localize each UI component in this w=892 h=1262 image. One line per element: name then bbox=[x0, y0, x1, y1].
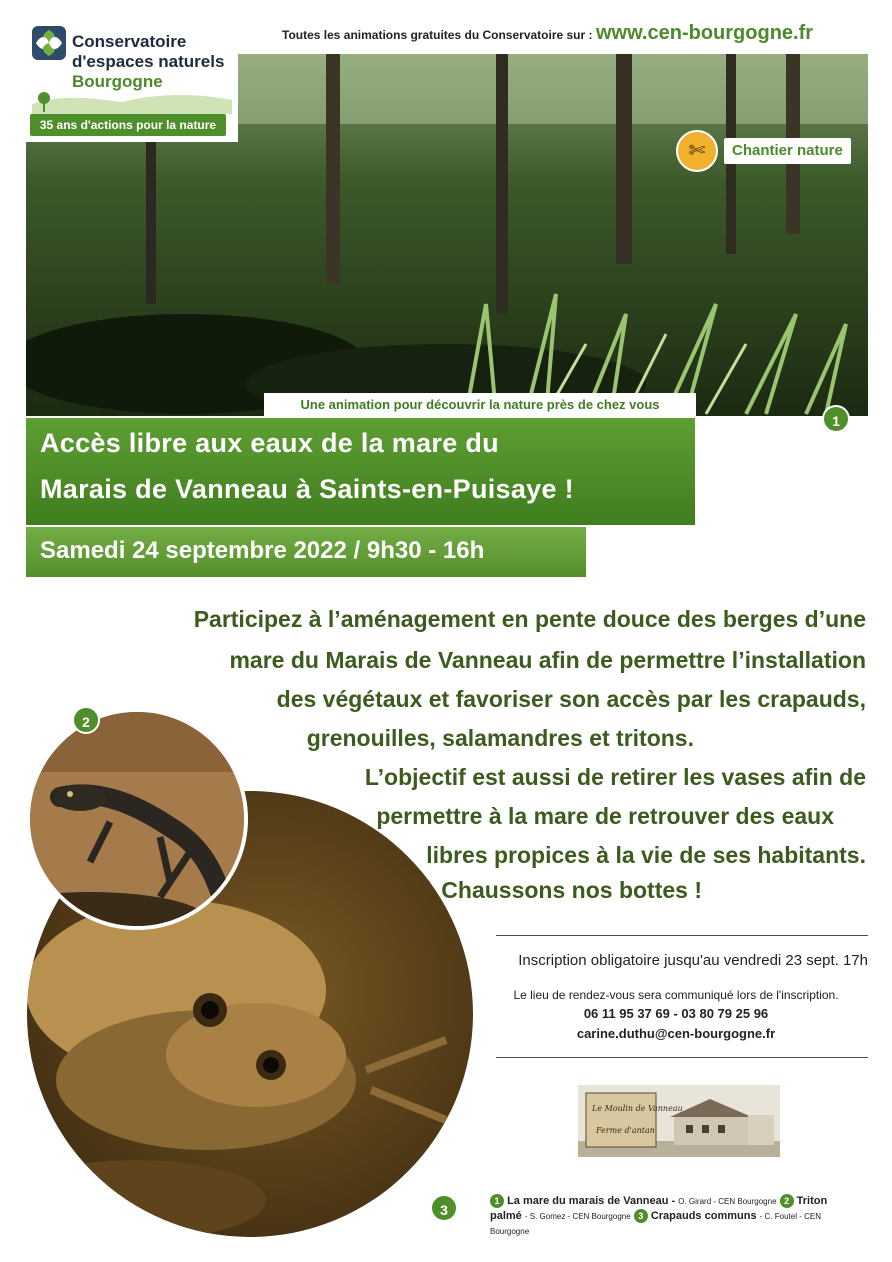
photo-credits bbox=[490, 1194, 868, 1239]
description-line: Participez à l’aménagement en pente douce des berges d’une bbox=[193, 606, 866, 632]
credit-title-1: La mare du marais de Vanneau - bbox=[507, 1195, 676, 1207]
moulin-sign-line-1: Le Moulin de Vanneau bbox=[592, 1104, 683, 1113]
tools-icon: ✄ bbox=[676, 130, 718, 172]
description-line: grenouilles, salamandres et tritons. bbox=[306, 725, 694, 751]
logo-line-1: Conservatoire bbox=[72, 32, 187, 51]
description-line: permettre à la mare de retrouver des eaux bbox=[376, 803, 834, 829]
title-line-1: Accès libre aux eaux de la mare du bbox=[40, 428, 499, 458]
credit-number-2: 2 bbox=[780, 1194, 794, 1208]
event-date: Samedi 24 septembre 2022 / 9h30 - 16h bbox=[40, 537, 485, 564]
credit-author-3: - C. Foutel - CEN bbox=[759, 1212, 821, 1221]
header-text: Toutes les animations gratuites du Conservatoire sur : bbox=[282, 28, 593, 42]
logo-tagline: 35 ans d'actions pour la nature bbox=[30, 114, 226, 136]
title-banner bbox=[26, 418, 695, 525]
chantier-nature-badge bbox=[676, 130, 866, 172]
logo bbox=[26, 14, 238, 142]
date-banner bbox=[26, 527, 586, 577]
moulin-sign-line-2: Ferme d'antan bbox=[596, 1126, 655, 1135]
logo-emblem-icon bbox=[32, 26, 66, 60]
newt-illustration bbox=[30, 712, 244, 926]
inscription-text: Inscription obligatoire jusqu'au vendredi 23 sept. 17h bbox=[518, 952, 868, 969]
credit-number-1: 1 bbox=[490, 1194, 504, 1208]
divider bbox=[496, 1057, 868, 1058]
credit-number-3: 3 bbox=[634, 1209, 648, 1223]
website-link[interactable]: www.cen-bourgogne.fr bbox=[596, 22, 814, 44]
credit-title-3: Crapauds communs bbox=[650, 1210, 757, 1222]
newt-photo bbox=[26, 708, 248, 930]
email-link[interactable]: carine.duthu@cen-bourgogne.fr bbox=[576, 1026, 776, 1041]
logo-landscape-icon bbox=[32, 84, 232, 114]
moulin-de-vanneau-photo bbox=[578, 1085, 780, 1157]
moulin-illustration bbox=[578, 1085, 780, 1157]
phone-numbers[interactable]: 06 11 95 37 69 - 03 80 79 25 96 bbox=[583, 1006, 769, 1021]
description-line: mare du Marais de Vanneau afin de permettre l’installation bbox=[229, 647, 866, 673]
description-line: libres propices à la vie de ses habitants. bbox=[426, 842, 866, 868]
credit-author-2: - S. Gomez - CEN Bourgogne bbox=[524, 1212, 631, 1221]
logo-line-2: d'espaces naturels bbox=[72, 52, 225, 71]
title-line-2: Marais de Vanneau à Saints-en-Puisaye ! bbox=[40, 474, 574, 504]
credit-author-1: O. Girard - CEN Bourgogne bbox=[678, 1197, 777, 1206]
photo-number-2: 2 bbox=[72, 706, 100, 734]
credit-title-2a: Triton bbox=[796, 1195, 828, 1207]
subtitle: Une animation pour découvrir la nature près de chez vous bbox=[264, 393, 696, 417]
logo-line-3: Bourgogne bbox=[72, 72, 163, 91]
description-line: des végétaux et favoriser son accès par les crapauds, bbox=[276, 686, 866, 712]
description-line: Chaussons nos bottes ! bbox=[441, 877, 702, 903]
photo-number-1: 1 bbox=[822, 405, 850, 433]
meeting-place-text: Le lieu de rendez-vous sera communiqué lors de l'inscription. bbox=[513, 988, 839, 1002]
photo-number-3: 3 bbox=[430, 1194, 458, 1222]
badge-label: Chantier nature bbox=[724, 138, 851, 164]
description-line: L’objectif est aussi de retirer les vases afin de bbox=[364, 764, 866, 790]
credit-title-2b: palmé bbox=[490, 1210, 522, 1222]
credit-author-3b: Bourgogne bbox=[490, 1227, 530, 1236]
divider bbox=[496, 935, 868, 936]
